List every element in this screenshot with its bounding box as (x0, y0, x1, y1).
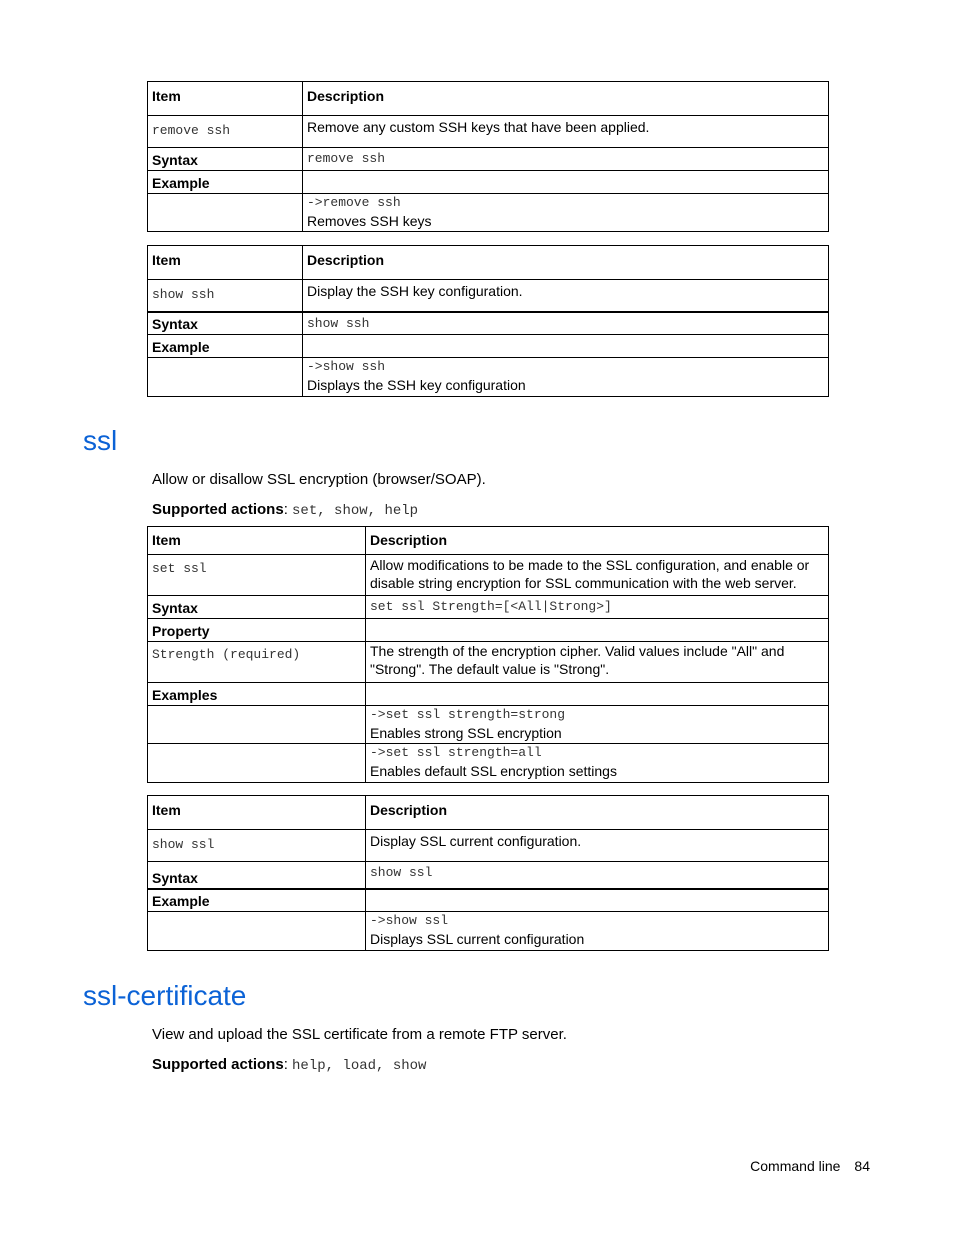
example-description: Removes SSH keys (307, 213, 432, 229)
syntax-label: Syntax (148, 862, 366, 889)
command-description: Remove any custom SSH keys that have been applied. (303, 116, 829, 148)
ssl-certificate-heading: ssl-certificate (83, 980, 247, 1011)
command-description: Display the SSH key configuration. (303, 280, 829, 312)
syntax-value: show ssl (370, 865, 433, 880)
syntax-value: remove ssh (307, 151, 386, 166)
example-label: Example (148, 171, 303, 194)
item-header: Item (148, 527, 366, 555)
syntax-value: show ssh (307, 315, 370, 331)
item-header: Item (148, 796, 366, 830)
supported-actions-label: Supported actions (152, 501, 284, 518)
ssl-certificate-supported-actions (152, 1056, 426, 1075)
example-row (148, 744, 829, 783)
set-ssl-table (147, 526, 829, 783)
ssl-heading: ssl (83, 425, 118, 456)
supported-actions-list: help, load, show (292, 1058, 427, 1074)
command-name: show ssh (152, 287, 215, 302)
description-header: Description (366, 527, 829, 555)
supported-actions-label: Supported actions (152, 1056, 284, 1073)
syntax-value: set ssl Strength=[<All|Strong>] (370, 599, 612, 614)
ssl-intro: Allow or disallow SSL encryption (browser/SOAP). (152, 471, 486, 488)
remove-ssh-table (147, 81, 829, 232)
syntax-label: Syntax (148, 312, 303, 335)
example-label: Example (148, 889, 366, 912)
command-name: show ssl (152, 837, 215, 852)
description-header: Description (303, 246, 829, 280)
page-footer (750, 1158, 870, 1174)
examples-label: Examples (148, 683, 366, 706)
example-description: Displays the SSH key configuration (307, 377, 526, 393)
example-label: Example (148, 335, 303, 358)
example-command: ->show ssh (307, 359, 386, 374)
property-label: Property (148, 619, 366, 642)
show-ssh-table (147, 245, 829, 397)
command-description: Display SSL current configuration. (366, 830, 829, 862)
footer-section: Command line (750, 1158, 841, 1174)
supported-actions-separator: : (283, 1056, 293, 1073)
example-description: Enables default SSL encryption settings (370, 763, 617, 779)
item-header: Item (148, 82, 303, 116)
property-description: The strength of the encryption cipher. Valid values include "All" and "Strong". The default value is "Strong". (366, 642, 829, 683)
example-command: ->remove ssh (307, 195, 401, 210)
example-row (148, 706, 829, 744)
syntax-label: Syntax (148, 148, 303, 171)
ssl-certificate-intro: View and upload the SSL certificate from a remote FTP server. (152, 1026, 567, 1043)
example-command: ->set ssl strength=strong (370, 707, 566, 722)
description-header: Description (303, 82, 829, 116)
command-description: Allow modifications to be made to the SSL configuration, and enable or disable string encryption for SSL communication with the web server. (366, 555, 829, 596)
ssl-supported-actions (152, 501, 418, 520)
command-name: remove ssh (152, 123, 231, 138)
property-name: Strength (required) (152, 647, 301, 662)
command-name: set ssl (152, 561, 207, 576)
supported-actions-separator: : (283, 501, 293, 518)
item-header: Item (148, 246, 303, 280)
description-header: Description (366, 796, 829, 830)
show-ssl-table (147, 795, 829, 951)
page-number: 84 (854, 1158, 870, 1174)
syntax-label: Syntax (148, 596, 366, 619)
example-description: Enables strong SSL encryption (370, 725, 562, 741)
example-command: ->show ssl (370, 913, 449, 928)
example-command: ->set ssl strength=all (370, 745, 542, 760)
supported-actions-list: set, show, help (292, 503, 419, 519)
example-description: Displays SSL current configuration (370, 931, 585, 947)
